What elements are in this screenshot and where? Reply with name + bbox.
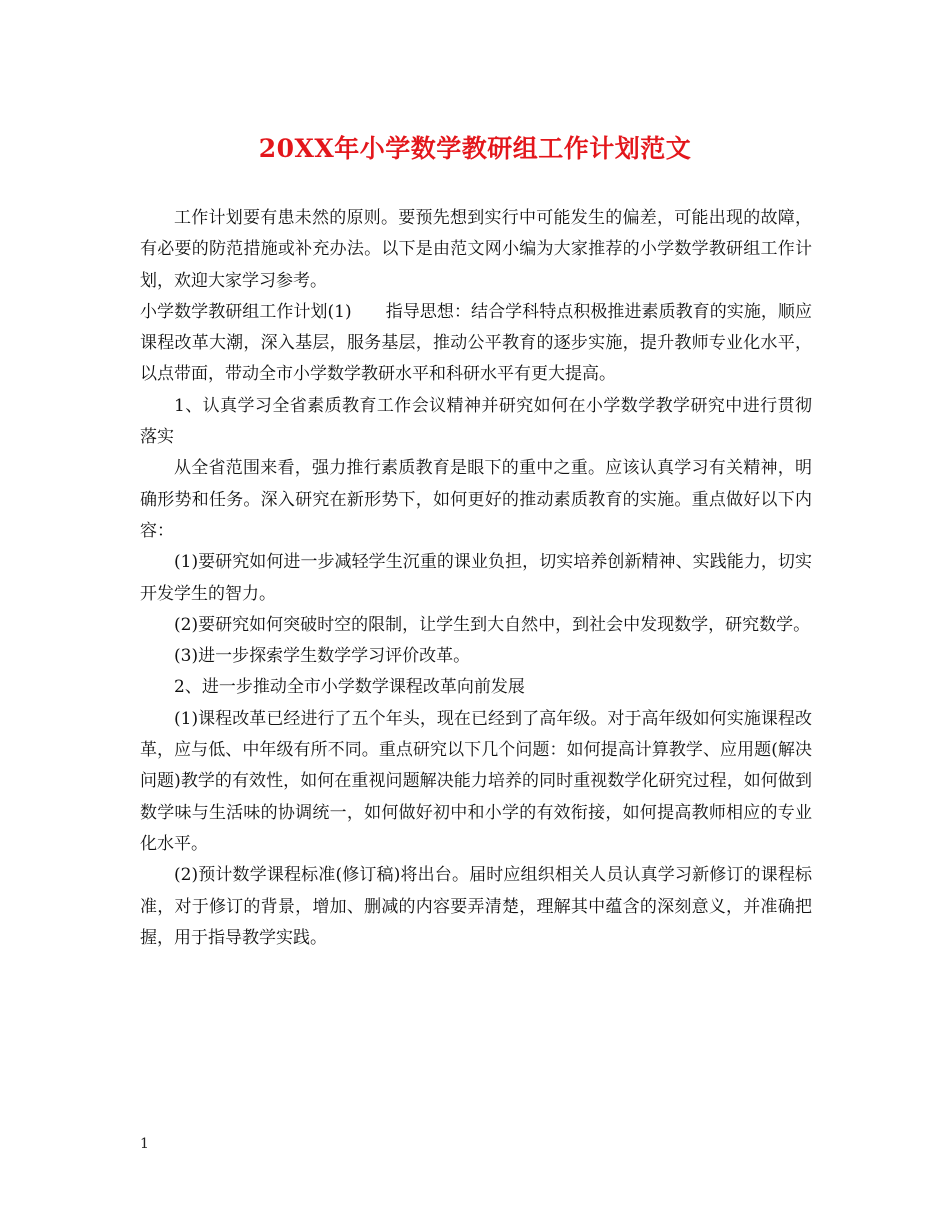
paragraph-item-1-1: (1)要研究如何进一步减轻学生沉重的课业负担，切实培养创新精神、实践能力，切实开发学生的智力。 — [140, 552, 812, 604]
paragraph-item-1-3: (3)进一步探索学生数学学习评价改革。 — [174, 646, 471, 667]
page-number: 1 — [140, 1136, 149, 1152]
paragraph-item-1-2: (2)要研究如何突破时空的限制，让学生到大自然中，到社会中发现数学，研究数学。 — [174, 614, 811, 635]
paragraph-intro: 工作计划要有患未然的原则。要预先想到实行中可能发生的偏差，可能出现的故障，有必要的防范措施或补充办法。以下是由范文网小编为大家推荐的小学数学教研组工作计划，欢迎大家学习参考。 — [140, 208, 812, 291]
paragraph-section-1-body: 从全省范围来看，强力推行素质教育是眼下的重中之重。应该认真学习有关精神，明确形势和任务。深入研究在新形势下，如何更好的推动素质教育的实施。重点做好以下内容： — [140, 458, 812, 541]
paragraph-item-2-1: (1)课程改革已经进行了五个年头，现在已经到了高年级。对于高年级如何实施课程改革，应与低、中年级有所不同。重点研究以下几个问题：如何提高计算教学、应用题(解决问题)教学的有效性，如何在重视问题解决能力培养的同时重视数学化研究过程，如何做到数学味与生活味的协调统一，如何做好初中和小学的有效衔接，如何提高教师相应的专业化水平。 — [140, 708, 812, 854]
document-title: 20XX年小学数学教研组工作计划范文 — [258, 134, 692, 163]
document-body — [140, 203, 812, 954]
paragraph-section-1-heading: 1、认真学习全省素质教育工作会议精神并研究如何在小学数学教学研究中进行贯彻落实 — [140, 395, 812, 448]
paragraph-section-2-heading: 2、进一步推动全市小学数学课程改革向前发展 — [174, 677, 525, 698]
paragraph-plan-heading: 小学数学教研组工作计划(1) 指导思想：结合学科特点积极推进素质教育的实施，顺应课程改革大潮，深入基层，服务基层，推动公平教育的逐步实施，提升教师专业化水平，以点带面，带动全市小学数学教研水平和科研水平有更大提高。 — [140, 301, 812, 385]
paragraph-item-2-2: (2)预计数学课程标准(修订稿)将出台。届时应组织相关人员认真学习新修订的课程标准，对于修订的背景，增加、删减的内容要弄清楚，理解其中蕴含的深刻意义，并准确把握，用于指导教学实践。 — [140, 865, 812, 948]
